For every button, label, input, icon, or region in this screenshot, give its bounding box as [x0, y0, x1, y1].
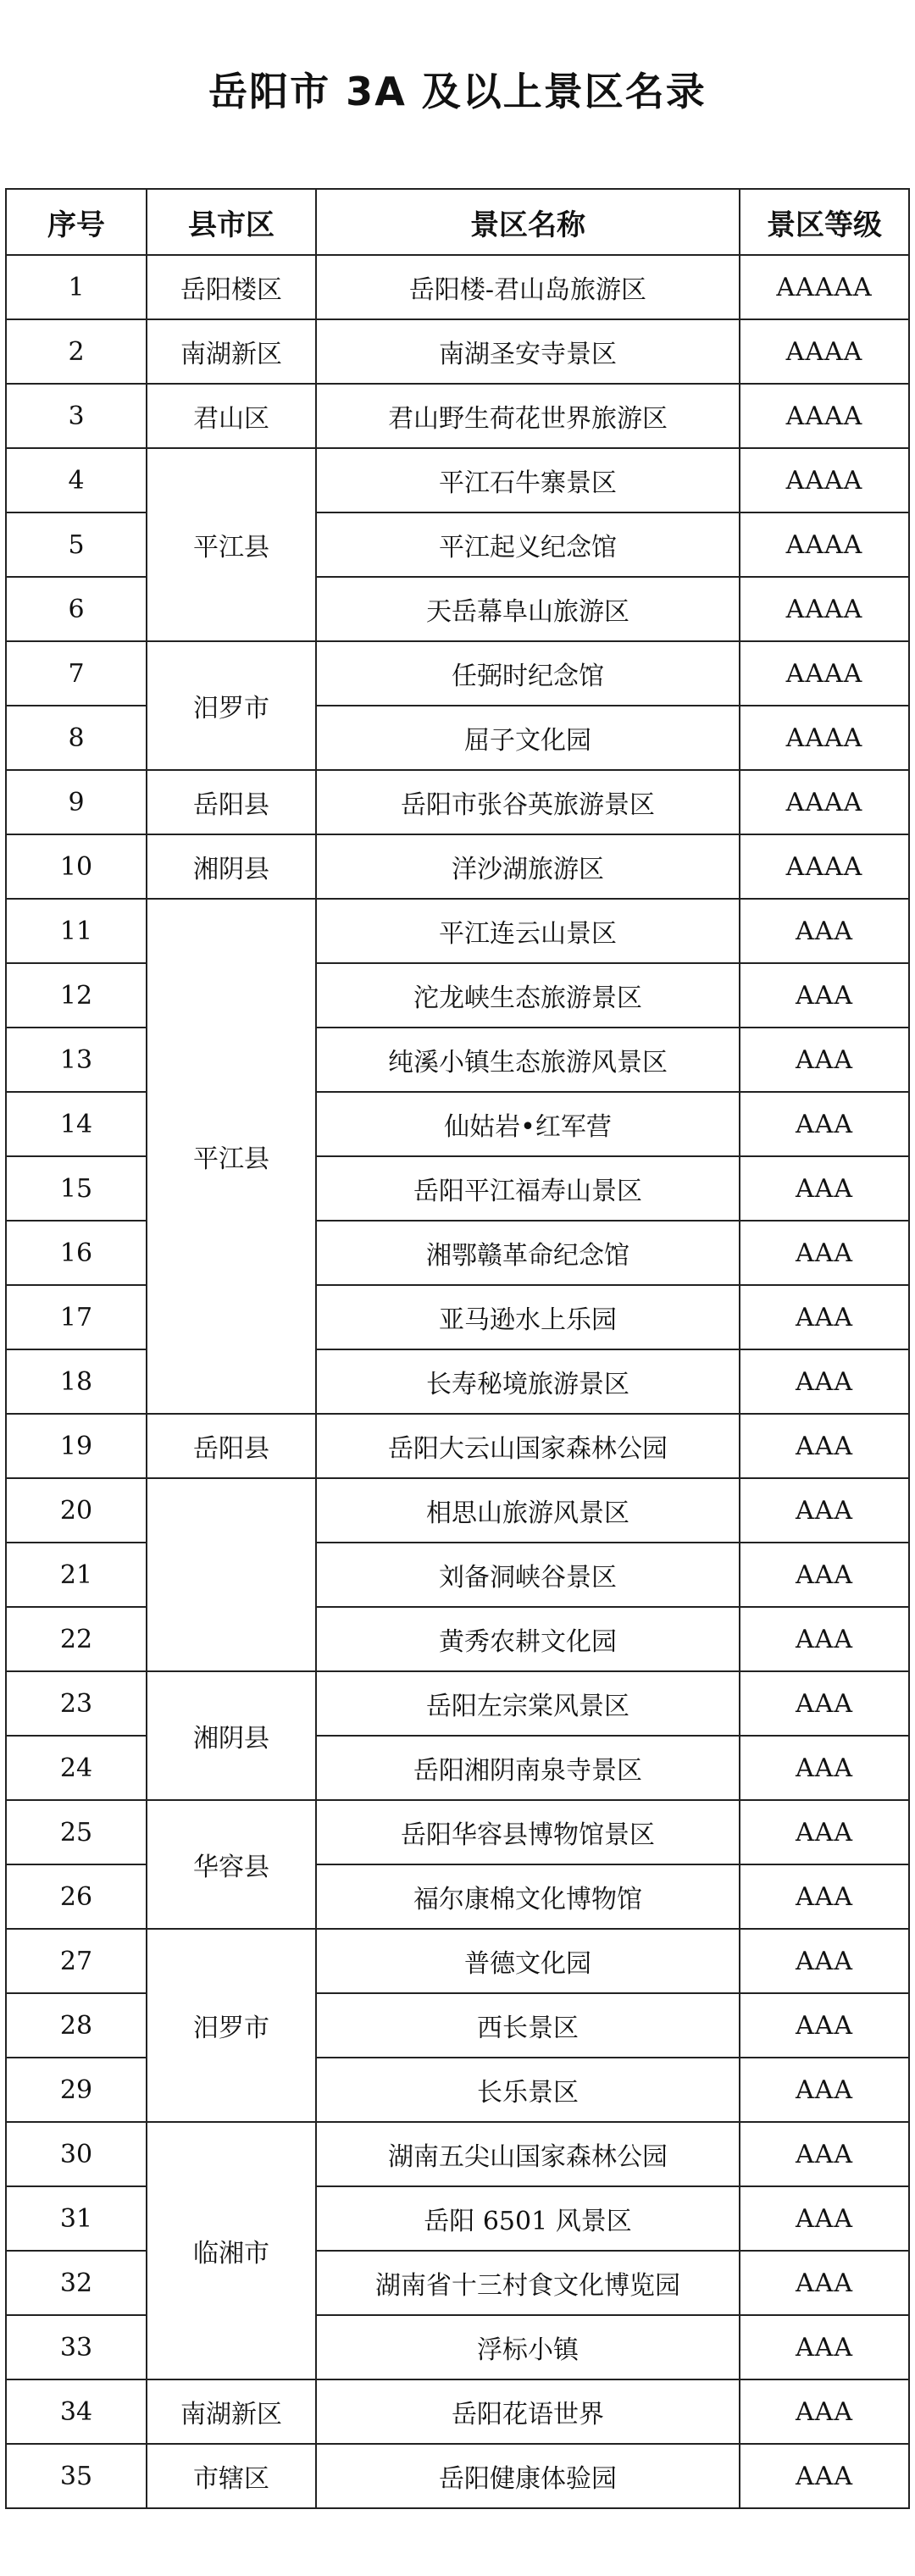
table-row: [6, 2058, 909, 2122]
scenic-name-cell: 天岳幕阜山旅游区: [316, 577, 740, 641]
level-cell: AAA: [740, 1993, 909, 2058]
scenic-name-cell: 湖南五尖山国家森林公园: [316, 2122, 740, 2186]
serial-number-cell: 5: [6, 512, 147, 577]
scenic-name-cell: 普德文化园: [316, 1929, 740, 1993]
level-cell: AAA: [740, 899, 909, 963]
scenic-name-cell: 黄秀农耕文化园: [316, 1607, 740, 1671]
serial-number-cell: 33: [6, 2315, 147, 2379]
scenic-name-cell: 岳阳大云山国家森林公园: [316, 1414, 740, 1478]
serial-number-cell: 28: [6, 1993, 147, 2058]
table-body: [6, 255, 909, 2508]
table-row: [6, 1414, 909, 1478]
scenic-name-cell: 岳阳市张谷英旅游景区: [316, 770, 740, 834]
level-cell: AAA: [740, 2058, 909, 2122]
scenic-name-cell: 南湖圣安寺景区: [316, 319, 740, 384]
header-district: 县市区: [147, 189, 316, 255]
scenic-name-cell: 纯溪小镇生态旅游风景区: [316, 1028, 740, 1092]
table-row: [6, 770, 909, 834]
scenic-name-cell: 屈子文化园: [316, 706, 740, 770]
district-cell: 岳阳县: [147, 770, 316, 834]
serial-number-cell: 19: [6, 1414, 147, 1478]
level-cell: AAA: [740, 1543, 909, 1607]
page-title: 岳阳市 3A 及以上景区名录: [208, 69, 707, 114]
level-cell: AAA: [740, 2186, 909, 2251]
serial-number-cell: 2: [6, 319, 147, 384]
district-cell: 汨罗市: [147, 1929, 316, 2122]
table-row: [6, 641, 909, 706]
table-row: [6, 1929, 909, 1993]
level-cell: AAAA: [740, 319, 909, 384]
table-row: [6, 2315, 909, 2379]
serial-number-cell: 26: [6, 1864, 147, 1929]
serial-number-cell: 29: [6, 2058, 147, 2122]
table-row: [6, 1607, 909, 1671]
level-cell: AAA: [740, 1864, 909, 1929]
header-level: 景区等级: [740, 189, 909, 255]
scenic-name-cell: 岳阳花语世界: [316, 2379, 740, 2444]
serial-number-cell: 6: [6, 577, 147, 641]
scenic-name-cell: 福尔康棉文化博物馆: [316, 1864, 740, 1929]
district-cell: 市辖区: [147, 2444, 316, 2508]
level-cell: AAA: [740, 2379, 909, 2444]
district-cell: 湘阴县: [147, 834, 316, 899]
table-row: [6, 512, 909, 577]
table-row: [6, 2122, 909, 2186]
serial-number-cell: 10: [6, 834, 147, 899]
level-cell: AAA: [740, 2122, 909, 2186]
level-cell: AAAA: [740, 577, 909, 641]
level-cell: AAAA: [740, 834, 909, 899]
table-row: [6, 2379, 909, 2444]
serial-number-cell: 4: [6, 448, 147, 512]
level-cell: AAA: [740, 1221, 909, 1285]
level-cell: AAAA: [740, 448, 909, 512]
level-cell: AAAA: [740, 706, 909, 770]
serial-number-cell: 34: [6, 2379, 147, 2444]
table-row: [6, 2444, 909, 2508]
serial-number-cell: 17: [6, 1285, 147, 1349]
serial-number-cell: 9: [6, 770, 147, 834]
scenic-name-cell: 岳阳 6501 风景区: [316, 2186, 740, 2251]
scenic-name-cell: 仙姑岩•红军营: [316, 1092, 740, 1156]
district-cell: 岳阳楼区: [147, 255, 316, 319]
table-row: [6, 2251, 909, 2315]
level-cell: AAA: [740, 1414, 909, 1478]
level-cell: AAA: [740, 963, 909, 1028]
header-scenic-name: 景区名称: [316, 189, 740, 255]
scenic-name-cell: 湖南省十三村食文化博览园: [316, 2251, 740, 2315]
level-cell: AAA: [740, 1800, 909, 1864]
scenic-name-cell: 岳阳平江福寿山景区: [316, 1156, 740, 1221]
table-row: [6, 1478, 909, 1543]
district-cell: 君山区: [147, 384, 316, 448]
serial-number-cell: 23: [6, 1671, 147, 1736]
table-row: [6, 319, 909, 384]
level-cell: AAAAA: [740, 255, 909, 319]
serial-number-cell: 32: [6, 2251, 147, 2315]
district-cell: 南湖新区: [147, 2379, 316, 2444]
serial-number-cell: 27: [6, 1929, 147, 1993]
table-row: [6, 1349, 909, 1414]
serial-number-cell: 31: [6, 2186, 147, 2251]
district-cell: 汨罗市: [147, 641, 316, 770]
level-cell: AAA: [740, 2315, 909, 2379]
serial-number-cell: 35: [6, 2444, 147, 2508]
table-row: [6, 899, 909, 963]
table-row: [6, 963, 909, 1028]
district-cell: 华容县: [147, 1800, 316, 1929]
serial-number-cell: 22: [6, 1607, 147, 1671]
serial-number-cell: 1: [6, 255, 147, 319]
level-cell: AAA: [740, 1736, 909, 1800]
level-cell: AAAA: [740, 641, 909, 706]
table-row: [6, 1156, 909, 1221]
scenic-name-cell: 平江连云山景区: [316, 899, 740, 963]
table-row: [6, 577, 909, 641]
district-cell: 岳阳县: [147, 1414, 316, 1478]
scenic-name-cell: 岳阳楼-君山岛旅游区: [316, 255, 740, 319]
serial-number-cell: 30: [6, 2122, 147, 2186]
level-cell: AAA: [740, 1671, 909, 1736]
scenic-name-cell: 西长景区: [316, 1993, 740, 2058]
district-cell: 平江县: [147, 448, 316, 641]
table-row: [6, 1285, 909, 1349]
level-cell: AAA: [740, 2444, 909, 2508]
level-cell: AAA: [740, 1607, 909, 1671]
district-cell: [147, 1478, 316, 1671]
level-cell: AAA: [740, 1349, 909, 1414]
level-cell: AAA: [740, 1156, 909, 1221]
serial-number-cell: 18: [6, 1349, 147, 1414]
table-row: [6, 384, 909, 448]
scenic-name-cell: 长乐景区: [316, 2058, 740, 2122]
table-header-row: [6, 189, 909, 255]
scenic-name-cell: 平江起义纪念馆: [316, 512, 740, 577]
table-row: [6, 1028, 909, 1092]
serial-number-cell: 12: [6, 963, 147, 1028]
level-cell: AAA: [740, 1092, 909, 1156]
scenic-area-table: [5, 188, 910, 2509]
level-cell: AAA: [740, 1285, 909, 1349]
table-row: [6, 255, 909, 319]
scenic-name-cell: 相思山旅游风景区: [316, 1478, 740, 1543]
table-row: [6, 706, 909, 770]
serial-number-cell: 24: [6, 1736, 147, 1800]
table-row: [6, 1543, 909, 1607]
level-cell: AAAA: [740, 384, 909, 448]
scenic-name-cell: 君山野生荷花世界旅游区: [316, 384, 740, 448]
level-cell: AAA: [740, 1478, 909, 1543]
table-row: [6, 1221, 909, 1285]
level-cell: AAA: [740, 1929, 909, 1993]
table-row: [6, 1736, 909, 1800]
scenic-name-cell: 刘备洞峡谷景区: [316, 1543, 740, 1607]
table-row: [6, 1993, 909, 2058]
scenic-name-cell: 岳阳健康体验园: [316, 2444, 740, 2508]
scenic-name-cell: 沱龙峡生态旅游景区: [316, 963, 740, 1028]
serial-number-cell: 20: [6, 1478, 147, 1543]
serial-number-cell: 8: [6, 706, 147, 770]
serial-number-cell: 7: [6, 641, 147, 706]
level-cell: AAA: [740, 2251, 909, 2315]
level-cell: AAAA: [740, 512, 909, 577]
serial-number-cell: 13: [6, 1028, 147, 1092]
table-row: [6, 834, 909, 899]
serial-number-cell: 25: [6, 1800, 147, 1864]
scenic-name-cell: 亚马逊水上乐园: [316, 1285, 740, 1349]
scenic-name-cell: 岳阳湘阴南泉寺景区: [316, 1736, 740, 1800]
header-serial-number: 序号: [6, 189, 147, 255]
district-cell: 平江县: [147, 899, 316, 1414]
scenic-name-cell: 湘鄂赣革命纪念馆: [316, 1221, 740, 1285]
table-row: [6, 1864, 909, 1929]
district-cell: 湘阴县: [147, 1671, 316, 1800]
scenic-name-cell: 任弼时纪念馆: [316, 641, 740, 706]
scenic-name-cell: 长寿秘境旅游景区: [316, 1349, 740, 1414]
serial-number-cell: 16: [6, 1221, 147, 1285]
scenic-name-cell: 洋沙湖旅游区: [316, 834, 740, 899]
scenic-name-cell: 岳阳华容县博物馆景区: [316, 1800, 740, 1864]
table-row: [6, 2186, 909, 2251]
table-row: [6, 1671, 909, 1736]
table-row: [6, 1800, 909, 1864]
serial-number-cell: 11: [6, 899, 147, 963]
scenic-name-cell: 岳阳左宗棠风景区: [316, 1671, 740, 1736]
scenic-name-cell: 浮标小镇: [316, 2315, 740, 2379]
serial-number-cell: 14: [6, 1092, 147, 1156]
serial-number-cell: 15: [6, 1156, 147, 1221]
level-cell: AAA: [740, 1028, 909, 1092]
level-cell: AAAA: [740, 770, 909, 834]
district-cell: 南湖新区: [147, 319, 316, 384]
serial-number-cell: 3: [6, 384, 147, 448]
serial-number-cell: 21: [6, 1543, 147, 1607]
scenic-name-cell: 平江石牛寨景区: [316, 448, 740, 512]
table-row: [6, 1092, 909, 1156]
table-row: [6, 448, 909, 512]
district-cell: 临湘市: [147, 2122, 316, 2379]
